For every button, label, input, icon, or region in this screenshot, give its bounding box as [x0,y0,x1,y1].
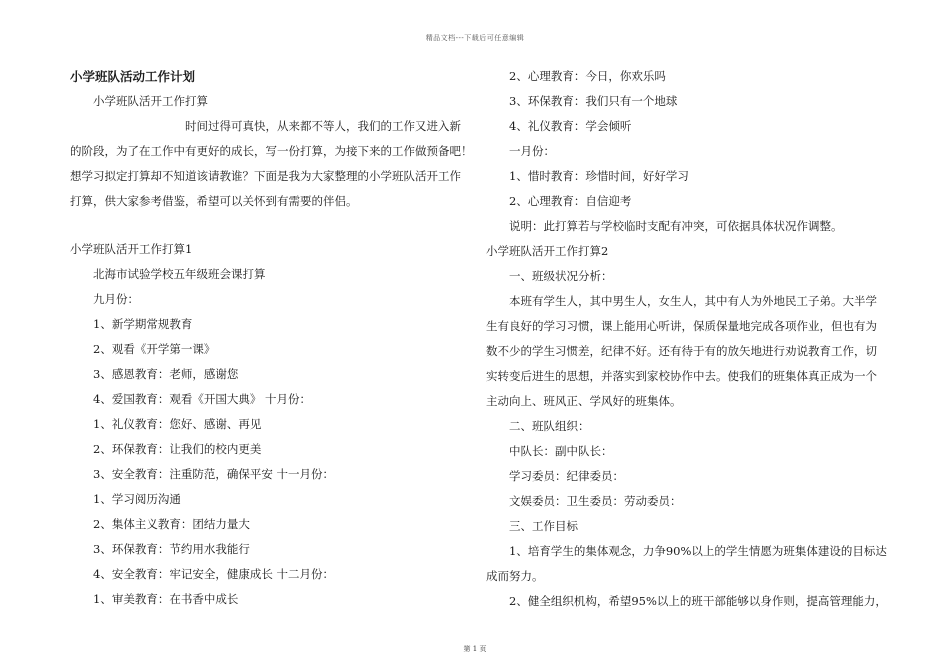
text-line: 1、学习阅历沟通 [93,492,181,506]
text-line: 生有良好的学习习惯，课上能用心听讲，保质保量地完成各项作业，但也有为 [486,319,877,333]
text-line: 数不少的学生习惯差，纪律不好。还有待于有的放矢地进行劝说教育工作，切 [486,344,877,358]
text-line: 文娱委员：卫生委员：劳动委员： [509,494,682,508]
text-line: 3、环保教育：节约用水我能行 [93,542,250,556]
right-column [486,64,886,614]
text-line: 4、爱国教育：观看《开国大典》 十月份： [93,392,311,406]
text-line: 3、环保教育：我们只有一个地球 [509,94,678,108]
text-line: 1、礼仪教育：您好、感谢、再见 [93,417,262,431]
text-line: 一月份： [509,144,555,158]
paragraph-gap [70,214,470,237]
text-line: 1、新学期常规教育 [93,317,193,331]
text-line: 三、工作目标 [509,519,578,533]
text-line: 打算，供大家参考借鉴，希望可以关怀到有需要的伴侣。 [70,194,358,208]
text-line: 中队长：副中队长： [509,444,613,458]
text-line: 2、健全组织机构，希望95%以上的班干部能够以身作则，提高管理能力， [509,594,887,608]
text-line: 小学班队活开工作打算 [93,94,208,108]
text-line: 九月份： [93,292,139,306]
text-line: 2、集体主义教育：团结力量大 [93,517,250,531]
text-line: 想学习拟定打算却不知道该请教谁？下面是我为大家整理的小学班队活开工作 [70,169,461,183]
text-line: 时间过得可真快，从来都不等人，我们的工作又进入新 [185,119,461,133]
left-column [70,64,473,612]
text-line: 说明：此打算若与学校临时支配有冲突，可依据具体状况作调整。 [509,219,843,233]
text-line: 3、安全教育：注重防范，确保平安 十一月份： [93,467,334,481]
text-line: 成而努力。 [486,569,544,583]
text-line: 北海市试验学校五年级班会课打算 [93,267,266,281]
text-line: 4、礼仪教育：学会倾听 [509,119,632,133]
text-line: 1、审美教育：在书香中成长 [93,592,239,606]
text-line: 小学班队活开工作打算2 [486,244,609,258]
text-line: 3、感恩教育：老师，感谢您 [93,367,239,381]
text-line: 主动向上、班风正、学风好的班集体。 [486,394,682,408]
page-footer: 第 1 页 [463,645,487,653]
document-title: 小学班队活动工作计划 [70,69,196,84]
text-line: 的阶段，为了在工作中有更好的成长，写一份打算，为接下来的工作做预备吧！ [70,144,473,158]
text-line: 学习委员：纪律委员： [509,469,624,483]
text-line: 2、观看《开学第一课》 [93,342,216,356]
text-line: 2、心理教育：自信迎考 [509,194,632,208]
page-header: 精品文档---下载后可任意编辑 [425,34,525,42]
text-line: 小学班队活开工作打算1 [70,242,193,256]
text-line: 1、培育学生的集体观念，力争90%以上的学生情愿为班集体建设的目标达 [509,544,887,558]
text-line: 2、环保教育：让我们的校内更美 [93,442,262,456]
text-line: 二、班队组织： [509,419,590,433]
text-line: 2、心理教育：今日，你欢乐吗 [509,69,666,83]
text-line: 实转变后进生的思想，并落实到家校协作中去。使我们的班集体真正成为一个 [486,369,877,383]
text-line: 1、惜时教育：珍惜时间，好好学习 [509,169,689,183]
text-line: 一、班级状况分析： [509,269,613,283]
text-line: 4、安全教育：牢记安全，健康成长 十二月份： [93,567,334,581]
text-line: 本班有学生人，其中男生人，女生人，其中有人为外地民工子弟。大半学 [509,294,877,308]
